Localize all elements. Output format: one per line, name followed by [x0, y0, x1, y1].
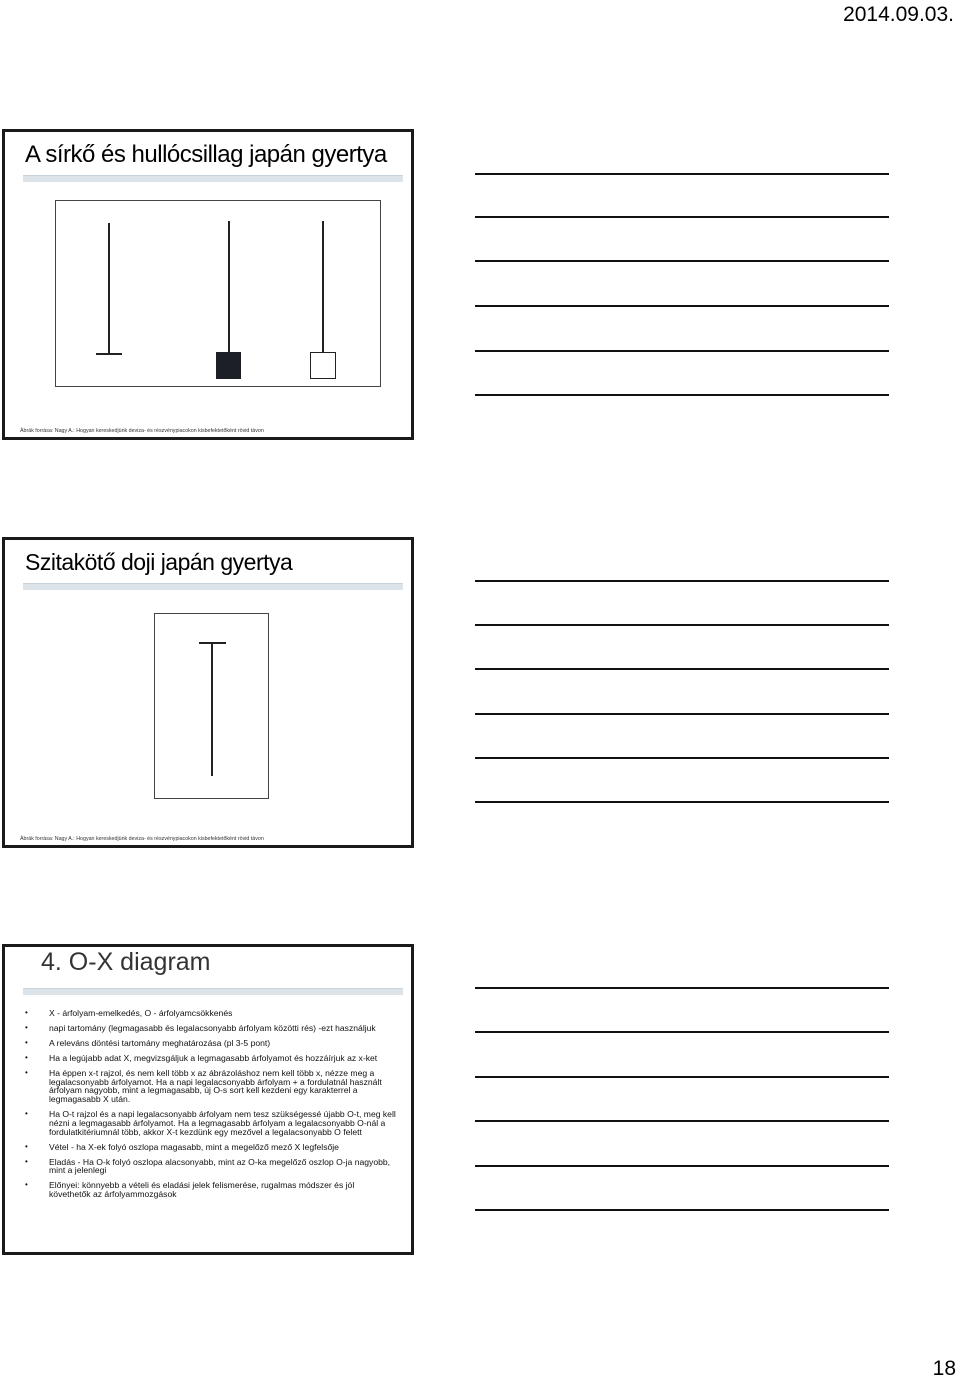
bullet-item: • Ha O-t rajzol és a napi legalacsonyabb árfolyam nem tesz szükségessé újabb O-t, meg kell nézni a legmagasabb árfolyamot. Ha a legmagasabb árfolyam a legalacsonyabb O-nál a fordulatkitériumnál több, akkor X-t kezdünk egy mezővel a legalacsonyabb O felett	[25, 1110, 397, 1136]
bullet-item: • Ha éppen x-t rajzol, és nem kell több x az ábrázoláshoz nem kell több x, nézze meg a legalacsonyabb árfolyamot. Ha a napi legalacsonyabb árfolyam + a fordulatnál használt árfolyam nagyobb, mint a legmagasabb, új O-s sort kell kezdeni egy karakterrel a legmagasabb X után.	[25, 1069, 397, 1104]
shooting-star-white-body	[310, 352, 336, 379]
page-number: 18	[932, 1357, 956, 1380]
slide-title: A sírkő és hullócsillag japán gyertya	[25, 141, 387, 168]
note-line	[475, 757, 889, 759]
shooting-star-white-wick	[322, 221, 324, 353]
shooting-star-black-wick	[228, 221, 230, 353]
bullet-item: • Ha a legújabb adat X, megvizsgáljuk a legmagasabb árfolyamot és hozzáírjuk az x-ket	[25, 1054, 397, 1063]
note-line	[475, 1031, 889, 1033]
note-line	[475, 580, 889, 582]
note-line	[475, 1076, 889, 1078]
slide-dragonfly-doji	[2, 537, 414, 848]
candlestick-figure	[55, 200, 381, 387]
title-underline-bar	[23, 583, 403, 590]
bullet-item: • Vétel - ha X-ek folyó oszlopa magasabb, mint a megelőző mező X legfelsője	[25, 1143, 397, 1152]
note-line	[475, 987, 889, 989]
note-line	[475, 713, 889, 715]
slide-title: Szitakötő doji japán gyertya	[25, 549, 293, 575]
title-underline-bar	[23, 988, 403, 995]
note-line	[475, 1165, 889, 1167]
gravestone-doji-wick	[108, 223, 110, 355]
slide-ox-diagram	[2, 944, 414, 1255]
note-line	[475, 668, 889, 670]
shooting-star-black-body	[216, 352, 241, 379]
dragonfly-doji-wick	[211, 642, 213, 776]
note-line	[475, 1209, 889, 1211]
bullet-item: • Eladás - Ha O-k folyó oszlopa alacsonyabb, mint az O-ka megelőző oszlop O-ja nagyobb, mint a jelenlegi	[25, 1158, 397, 1175]
bullet-item: • A releváns döntési tartomány meghatározása (pl 3-5 pont)	[25, 1039, 397, 1048]
figure-source-credit: Ábrák forrása: Nagy A.: Hogyan kereskedjünk deviza- és részvénypiacokon kisbefektetőként rövid távon	[20, 428, 264, 434]
figure-source-credit: Ábrák forrása: Nagy A.: Hogyan kereskedjünk deviza- és részvénypiacokon kisbefektetőként rövid távon	[20, 836, 264, 842]
title-underline-bar	[23, 175, 403, 182]
note-line	[475, 801, 889, 803]
note-line	[475, 173, 889, 175]
bullet-item: • napi tartomány (legmagasabb és legalacsonyabb árfolyam közötti rés) -ezt használjuk	[25, 1024, 397, 1033]
candlestick-figure	[154, 613, 269, 799]
note-line	[475, 216, 889, 218]
note-line	[475, 1120, 889, 1122]
bullet-item: • X - árfolyam-emelkedés, O - árfolyamcsökkenés	[25, 1009, 397, 1018]
note-line	[475, 305, 889, 307]
page-date: 2014.09.03.	[843, 3, 954, 26]
note-line	[475, 394, 889, 396]
note-line	[475, 350, 889, 352]
slide-title: 4. O-X diagram	[41, 948, 211, 976]
bullet-item: • Előnyei: könnyebb a vételi és eladási jelek felismerése, rugalmas módszer és jól követhetők az árfolyammozgások	[25, 1181, 397, 1198]
note-line	[475, 624, 889, 626]
slide-gravestone-shooting-star	[2, 129, 414, 440]
gravestone-doji-body	[96, 353, 122, 355]
bullet-list	[25, 1009, 397, 1205]
note-line	[475, 260, 889, 262]
